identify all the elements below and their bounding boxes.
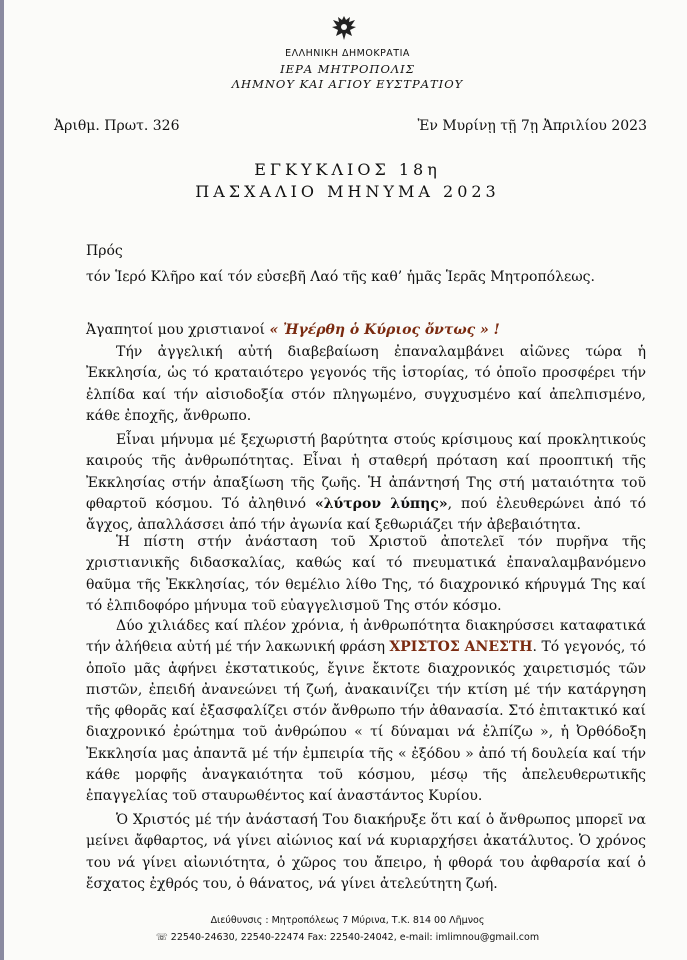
paragraph-5-text: Ὁ Χριστός μέ τήν ἀνάστασή Του διακήρυξε ὅτι καί ὁ ἄνθρωπος μπορεῖ να μείνει ἄφθαρτος, νά γίνει αἰώνιος καί νά κυριαρχήσει ἀκατάλυτος. Ὁ χρόνος του νά γίνει αἰωνιότητα, ὁ χῶρος του ἄπειρο, ἡ φθορά του ἀφθαρσία καί ὁ ἔσχατος ἐχθρός του, ὁ θάνατος, νά γίνει ἀτελεύτητη ζωή. [86,812,646,892]
paragraph-2-text-a: Εἶναι μήνυμα μέ ξεχωριστή βαρύτητα στούς κρίσιμους καί προκλητικούς καιρούς τῆς ἀνθρωπότητας. Εἶναι ἡ σταθερή πρόταση καί προοπτική τῆς Ἐκκλησίας στήν ἀπαξίωση τῆς ζωῆς. Ἡ ἀπάντησή Της στή ματαιότητα τοῦ φθαρτοῦ κόσμου. Τό ἀληθινό [86,432,646,512]
paragraph-3-text: Ἡ πίστη στήν ἀνάσταση τοῦ Χριστοῦ ἀποτελεῖ τόν πυρῆνα τῆς χριστιανικῆς διδασκαλίας, καθώς καί τό πνευματικά ἐπαναλαμβανόμενο θαῦμα τῆς Ἐκκλησίας, τόν θεμέλιο λίθο Της, τό διαχρονικό κήρυγμά Της καί τό ἐλπιδοφόρο μήνυμα τοῦ εὐαγγελισμοῦ Της στόν κόσμο. [86,534,646,614]
paragraph-4-text-b: . Τό γεγονός, τό ὁποῖο μᾶς ἀφήνει ἐκστατικούς, ἔγινε ἔκτοτε διαχρονικός χαιρετισμός τῶν πιστῶν, ἐπειδή ἀνανεώνει τή ζωή, ἀνακαινίζει τήν κτίση μέ τήν κατάργηση τῆς φθορᾶς καί ἐξασφαλίζει στόν ἄνθρωπο τήν ἀθανασία. Στό ἐπιτακτικό καί διαχρονικό ἐρώτημα τοῦ ἀνθρώπου « τί δύναμαι νά ἐλπίζω », ἡ Ὀρθόδοξη Ἐκκλησία μας ἀπαντᾶ μέ τήν ἐμπειρία τῆς « ἐξόδου » ἀπό τή δουλεία καί τήν κάθε μορφῆς ἀναγκαιότητα τοῦ κόσμου, μέσῳ τῆς ἀπελευθερωτικῆς ἐπαγγελίας τοῦ σταυρωθέντος καί ἀναστάντος Κυρίου. [86,639,646,805]
protocol-number: Ἀριθμ. Πρωτ. 326 [54,118,180,134]
paragraph-2-bold: «λύτρον λύπης» [314,495,448,512]
letter-date: Ἐν Μυρίνῃ τῇ 7ῃ Ἀπριλίου 2023 [417,118,647,134]
header-state: ΕΛΛΗΝΙΚΗ ΔΗΜΟΚΡΑΤΙΑ [285,48,410,59]
header-region: ΛΗΜΝΟΥ ΚΑΙ ΑΓΙΟΥ ΕΥΣΤΡΑΤΙΟΥ [231,77,464,91]
document-subtitle: ΠΑΣΧΑΛΙΟ ΜΗΝΥΜΑ 2023 [195,182,500,201]
footer-address: Διεύθυνσις : Μητροπόλεως 7 Μύρινα, Τ.Κ. 814 00 Λῆμνος [210,915,485,926]
greeting-highlight: « Ἠγέρθη ὁ Κύριος ὄντως » ! [269,322,500,338]
paragraph-4-text-a: Δύο χιλιάδες καί πλέον χρόνια, ἡ ἀνθρωπότητα διακηρύσσει καταφατικά τήν ἀλήθεια αὐτή μέ τήν λακωνική φράση [86,618,646,656]
paragraph-1 [86,342,646,427]
footer-phones: 22540-24630, 22540-22474 Fax: 22540-24042, e-mail: imlimnou@gmail.com [170,932,540,943]
paragraph-4-highlight: ΧΡΙΣΤΟΣ ΑΝΕΣΤΗ [389,639,533,656]
paragraph-2 [86,430,646,536]
paragraph-5 [86,810,646,895]
double-headed-eagle-emblem [328,12,360,44]
greeting-text: Ἀγαπητοί μου χριστιανοί [86,322,265,338]
paragraph-1-text: Τήν ἀγγελική αὐτή διαβεβαίωση ἐπαναλαμβάνει αἰῶνες τώρα ἡ Ἐκκλησία, ὡς τό κραταιότερο γεγονός τῆς ἱστορίας, τό ὁποῖο προσφέρει τήν ἐλπίδα καί τήν αἰσιοδοξία στόν πληγωμένο, συγχυσμένο καί ἀπελπισμένο, κάθε ἐποχῆς, ἄνθρωπο. [86,344,646,424]
phone-icon: ☏ [155,932,171,943]
greeting [86,320,646,341]
paragraph-3 [86,532,646,617]
paragraph-2-text-b: , πού ἐλευθερώνει ἀπό τό ἄγχος, ἀπαλλάσσει ἀπό τήν ἀγωνία καί ξεθωριάζει τήν ἀβεβαιότητα. [86,495,647,534]
address-to: Πρός [86,243,123,259]
paragraph-4 [86,616,646,808]
address-recipients: τόν Ἱερό Κλῆρο καί τόν εὐσεβῆ Λαό τῆς καθ’ ἡμᾶς Ἱερᾶς Μητροπόλεως. [86,269,595,285]
header-metropolis: ΙΕΡΑ ΜΗΤΡΟΠΟΛΙΣ [280,62,415,76]
document-title: ΕΓΚΥΚΛΙΟΣ 18η [254,160,441,179]
footer-contact [4,932,687,943]
